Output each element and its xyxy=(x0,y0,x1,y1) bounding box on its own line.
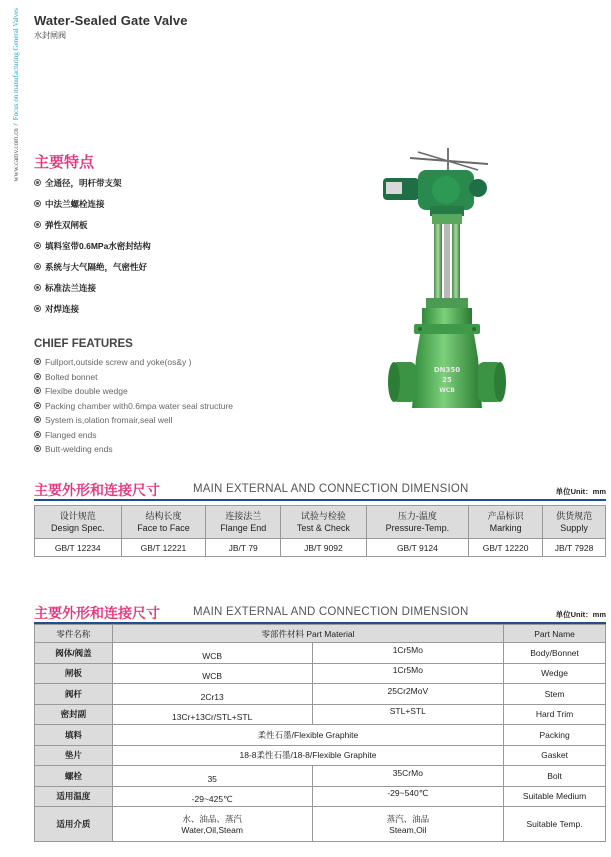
material-cell xyxy=(312,766,504,787)
part-name-cn: 垫片 xyxy=(35,745,113,766)
bullet-icon xyxy=(34,373,41,380)
bullet-icon xyxy=(34,242,41,249)
feature-text: Flanged ends xyxy=(45,429,97,440)
list-item xyxy=(34,303,151,324)
feature-text: 系统与大气隔绝，气密性好 xyxy=(45,262,148,272)
material-cell xyxy=(112,704,312,725)
material-cell xyxy=(112,684,312,705)
bullet-icon xyxy=(34,445,41,452)
standards-table xyxy=(34,505,606,557)
valve-marking-line2: 25 xyxy=(442,376,452,384)
table-cell: JB/T 9092 xyxy=(281,539,367,557)
table-cell: JB/T 79 xyxy=(206,539,281,557)
unit-label: 单位Unit：mm xyxy=(555,610,606,619)
part-name-cn: 适用介质 xyxy=(35,807,113,842)
list-item xyxy=(34,261,151,282)
table-row xyxy=(35,745,606,766)
column-header xyxy=(543,506,606,539)
part-name-en: Gasket xyxy=(504,745,606,766)
list-item xyxy=(34,429,233,444)
feature-text: Bolted bonnet xyxy=(45,371,98,382)
list-item xyxy=(34,443,233,458)
material-value: 1Cr5Mo xyxy=(392,644,423,655)
bullet-icon xyxy=(34,305,41,312)
material-cell xyxy=(312,704,504,725)
part-name-en: Suitable Medium xyxy=(504,786,606,807)
table-row xyxy=(35,539,606,557)
feature-text: System is,olation fromair,seal well xyxy=(45,415,173,425)
list-item xyxy=(34,414,233,429)
part-name-cn: 螺栓 xyxy=(35,766,113,787)
material-cell xyxy=(312,643,504,664)
bullet-icon xyxy=(34,387,41,394)
electric-actuator-icon xyxy=(383,170,487,216)
material-cell xyxy=(112,786,312,807)
table-header-row xyxy=(35,506,606,539)
section-title-cn: 主要外形和连接尺寸 xyxy=(34,482,160,498)
table-cell: JB/T 7928 xyxy=(543,539,606,557)
bullet-icon xyxy=(34,402,41,409)
part-name-cn: 适用温度 xyxy=(35,786,113,807)
feature-text: 全通径，明杆带支架 xyxy=(45,178,122,188)
header-en: Test & Check xyxy=(296,523,350,533)
section-divider xyxy=(34,499,606,501)
table-row xyxy=(35,663,606,684)
material-value: 25Cr2MoV xyxy=(387,685,429,696)
header-en: Design Spec. xyxy=(50,523,105,533)
valve-marking-line1: DN350 xyxy=(433,366,461,374)
handwheel-icon xyxy=(410,148,488,172)
material-cell xyxy=(312,786,504,807)
list-item xyxy=(34,219,151,240)
features-en-list xyxy=(34,356,233,458)
header-en: Supply xyxy=(560,523,588,533)
page-subtitle-cn: 水封闸阀 xyxy=(34,31,66,40)
bonnet-icon xyxy=(414,308,480,334)
list-item xyxy=(34,371,233,386)
table-row xyxy=(35,684,606,705)
table-cell: GB/T 9124 xyxy=(366,539,468,557)
side-slogan: Focus on manufacturing General Valves xyxy=(12,8,20,121)
header-en: Flange End xyxy=(220,523,267,533)
header-cn: 试验与检验 xyxy=(300,511,346,521)
media-en: Steam,Oil xyxy=(389,825,427,835)
feature-text: Flexibe double wedge xyxy=(45,386,128,396)
media-cn: 蒸汽、油品 xyxy=(386,814,430,824)
header-cn: 压力-温度 xyxy=(397,511,437,521)
header-cn: 结构长度 xyxy=(145,511,182,521)
material-cell xyxy=(112,663,312,684)
material-cell xyxy=(312,684,504,705)
material-value: 35 xyxy=(207,773,217,784)
list-item xyxy=(34,385,233,400)
column-header-part-cn: 零件名称 xyxy=(35,625,113,643)
table-row xyxy=(35,786,606,807)
part-name-cn: 闸板 xyxy=(35,663,113,684)
bullet-icon xyxy=(34,431,41,438)
material-value: STL+STL xyxy=(389,706,426,717)
list-item xyxy=(34,198,151,219)
list-item xyxy=(34,177,151,198)
feature-text: 对焊连接 xyxy=(45,304,80,314)
table-cell: GB/T 12234 xyxy=(35,539,122,557)
material-value: WCB xyxy=(202,671,223,682)
list-item xyxy=(34,356,233,371)
part-name-en: Body/Bonnet xyxy=(504,643,606,664)
material-value: WCB xyxy=(202,650,223,661)
material-value: 35CrMo xyxy=(392,767,423,778)
header-en: Face to Face xyxy=(137,523,190,533)
side-site-url: www.camv.com.cn xyxy=(12,128,20,182)
material-cell xyxy=(312,663,504,684)
column-header xyxy=(281,506,367,539)
feature-text: Butt-welding ends xyxy=(45,444,113,454)
material-value: -29~425℃ xyxy=(191,793,233,804)
section-title-en: MAIN EXTERNAL AND CONNECTION DIMENSION xyxy=(193,606,469,618)
section-title-en: MAIN EXTERNAL AND CONNECTION DIMENSION xyxy=(193,483,469,495)
media-en: Water,Oil,Steam xyxy=(181,825,243,835)
features-cn-heading: 主要特点 xyxy=(34,154,95,171)
table-cell: GB/T 12220 xyxy=(469,539,543,557)
column-header xyxy=(121,506,206,539)
part-name-en: Bolt xyxy=(504,766,606,787)
material-value: 13Cr+13Cr/STL+STL xyxy=(172,712,253,723)
header-en: Pressure-Temp. xyxy=(385,523,450,533)
side-divider: / xyxy=(12,123,20,126)
list-item xyxy=(34,282,151,303)
part-name-en: Stem xyxy=(504,684,606,705)
gate-valve-image xyxy=(378,148,513,420)
features-en-heading: CHIEF FEATURES xyxy=(34,338,133,350)
column-header xyxy=(35,506,122,539)
media-cn: 水、油品、蒸汽 xyxy=(182,814,242,824)
material-cell xyxy=(112,643,312,664)
header-cn: 产品标识 xyxy=(487,511,524,521)
material-cell: 18-8柔性石墨/18-8/Flexible Graphite xyxy=(112,745,503,766)
bullet-icon xyxy=(34,358,41,365)
material-value: 2Cr13 xyxy=(200,691,224,702)
table-cell: GB/T 12221 xyxy=(121,539,206,557)
material-value: 1Cr5Mo xyxy=(392,665,423,676)
bullet-icon xyxy=(34,416,41,423)
material-table xyxy=(34,624,606,842)
table-row xyxy=(35,704,606,725)
bullet-icon xyxy=(34,284,41,291)
feature-text: 中法兰螺栓连接 xyxy=(45,199,105,209)
list-item xyxy=(34,240,151,261)
feature-text: 标准法兰连接 xyxy=(45,283,97,293)
feature-text: Fullport,outside screw and yoke(os&y ) xyxy=(45,357,192,367)
part-name-en: Packing xyxy=(504,725,606,746)
header-en: Marking xyxy=(489,523,522,533)
header-cn: 连接法兰 xyxy=(225,511,262,521)
column-header-material: 零部件材料 Part Material xyxy=(112,625,503,643)
header-cn: 设计规范 xyxy=(59,511,96,521)
list-item xyxy=(34,400,233,415)
bullet-icon xyxy=(34,263,41,270)
part-name-cn: 填料 xyxy=(35,725,113,746)
table-row xyxy=(35,725,606,746)
bullet-icon xyxy=(34,221,41,228)
yoke-stem-icon xyxy=(426,214,468,310)
table-row xyxy=(35,643,606,664)
column-header xyxy=(469,506,543,539)
feature-text: 弹性双闸板 xyxy=(45,220,88,230)
material-cell: 柔性石墨/Flexible Graphite xyxy=(112,725,503,746)
bullet-icon xyxy=(34,200,41,207)
table-row xyxy=(35,766,606,787)
valve-marking-line3: WCB xyxy=(439,387,455,394)
part-name-cn: 阀体/阀盖 xyxy=(35,643,113,664)
material-cell xyxy=(312,807,504,842)
material-cell xyxy=(112,807,312,842)
column-header xyxy=(206,506,281,539)
part-name-cn: 密封副 xyxy=(35,704,113,725)
part-name-en: Hard Trim xyxy=(504,704,606,725)
part-name-cn: 阀杆 xyxy=(35,684,113,705)
column-header xyxy=(366,506,468,539)
features-cn-list xyxy=(34,177,151,324)
feature-text: Packing chamber with0.6mpa water seal structure xyxy=(45,400,234,411)
feature-text: 填料室带0.6MPa水密封结构 xyxy=(45,241,151,251)
column-header-part-en: Part Name xyxy=(504,625,606,643)
header-cn: 供货规范 xyxy=(556,511,593,521)
side-watermark-text xyxy=(12,8,20,182)
page-title: Water-Sealed Gate Valve xyxy=(34,13,188,28)
unit-label: 单位Unit：mm xyxy=(555,487,606,496)
part-name-en: Suitable Temp. xyxy=(504,807,606,842)
part-name-en: Wedge xyxy=(504,663,606,684)
table-header-row xyxy=(35,625,606,643)
table-row xyxy=(35,807,606,842)
material-value: -29~540℃ xyxy=(387,787,429,798)
section-title-cn: 主要外形和连接尺寸 xyxy=(34,605,160,621)
bullet-icon xyxy=(34,179,41,186)
material-cell xyxy=(112,766,312,787)
